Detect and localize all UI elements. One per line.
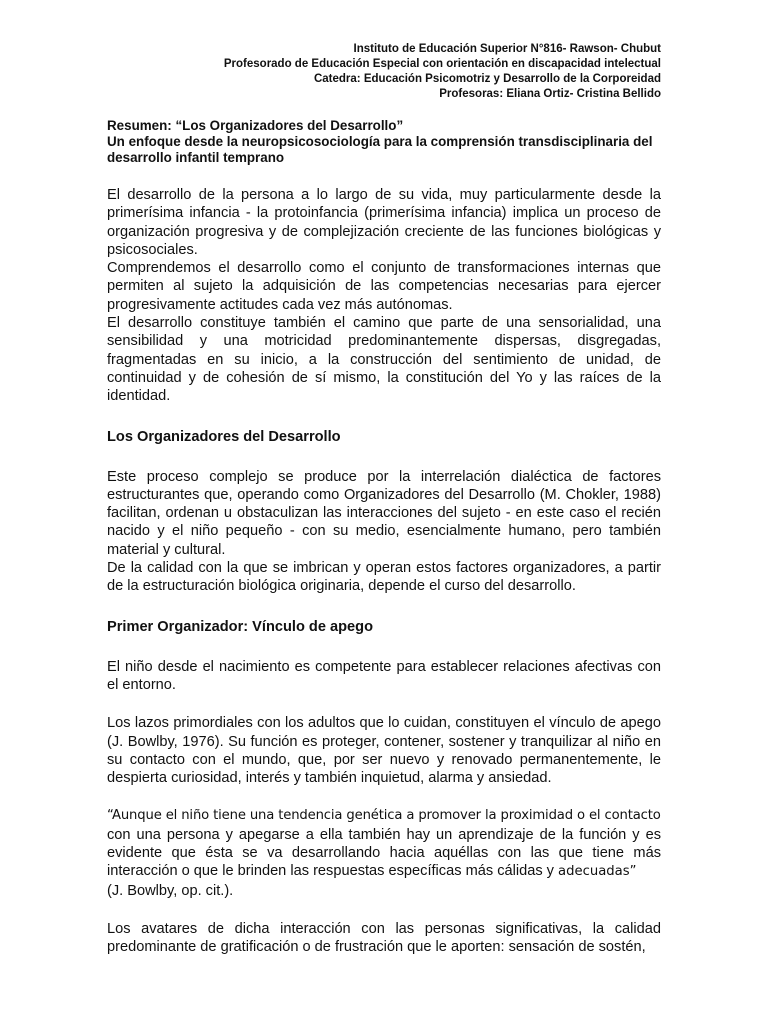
header-institute: Instituto de Educación Superior N°816- Rawson- Chubut: [353, 43, 661, 55]
quote-citation: (J. Bowlby, op. cit.).: [107, 882, 234, 899]
header-chair: Catedra: Educación Psicomotriz y Desarrollo de la Corporeidad: [313, 73, 661, 85]
bowlby-quote: [107, 807, 661, 899]
header-program: Profesorado de Educación Especial con orientación en discapacidad intelectual: [223, 58, 661, 70]
document-page: [107, 42, 661, 957]
apego-paragraph-1: El niño desde el nacimiento es competente para establecer relaciones afectivas con el entorno.: [107, 658, 661, 693]
quote-first-line: “Aunque el niño tiene una tendencia genética a promover la proximidad o el contacto: [107, 808, 661, 824]
apego-paragraph-2: Los lazos primordiales con los adultos que lo cuidan, constituyen el vínculo de apego (J. Bowlby, 1976). Su función es proteger, contener, sostener y tranquilizar al niño en su contacto con el mundo, que, por ser nuevo y renovado permanentemente, le despierta curiosidad, interés y también inquietud, alarma y ansiedad.: [107, 715, 661, 787]
section-heading-organizadores: Los Organizadores del Desarrollo: [107, 428, 341, 445]
document-header: [107, 42, 661, 102]
title-subtitle: Un enfoque desde la neuropsicosociología para la comprensión transdisciplinaria del desarrollo infantil temprano: [107, 134, 653, 165]
header-teachers: Profesoras: Eliana Ortiz- Cristina Bellido: [439, 88, 661, 100]
document-title: [107, 118, 661, 166]
intro-paragraph-3: El desarrollo constituye también el camino que parte de una sensorialidad, una sensibilidad y una motricidad predominantemente dispersas, disgregadas, fragmentadas en su inicio, a la construcción del sentimiento de unidad, de continuidad y de cohesión de sí mismo, la constitución del Yo y las raíces de la identidad.: [107, 315, 661, 405]
quote-body: con una persona y apegarse a ella también hay un aprendizaje de la función y es evidente que ésta se va desarrollando hacia aquéllas con las que tiene más interacción o que le brinden las respuestas específicas más cálidas y: [107, 826, 661, 880]
apego-paragraph-3: Los avatares de dicha interacción con las personas significativas, la calidad predominante de gratificación o de frustración que le aporten: sensación de sostén,: [107, 920, 661, 956]
organizadores-paragraph-1: Este proceso complejo se produce por la interrelación dialéctica de factores estructurantes que, operando como Organizadores del Desarrollo (M. Chokler, 1988) facilitan, ordenan u obstaculizan las interacciones del sujeto - en este caso el recién nacido y el niño pequeño - con su medio, esencialmente humano, pero también material y cultural.: [107, 468, 661, 558]
organizadores-paragraph-2: De la calidad con la que se imbrican y operan estos factores organizadores, a partir de la estructuración biológica originaria, depende el curso del desarrollo.: [107, 560, 661, 595]
quote-ending: adecuadas”: [558, 864, 637, 880]
section-heading-primer-organizador: Primer Organizador: Vínculo de apego: [107, 618, 373, 635]
title-main: Resumen: “Los Organizadores del Desarrollo”: [107, 118, 404, 133]
intro-paragraph-1: El desarrollo de la persona a lo largo de su vida, muy particularmente desde la primerísima infancia - la protoinfancia (primerísima infancia) implica un proceso de organización progresiva y de complejización creciente de las funciones biológicas y psicosociales.: [107, 187, 661, 258]
intro-paragraph-2: Comprendemos el desarrollo como el conjunto de transformaciones internas que permiten al sujeto la adquisición de las competencias necesarias para ejercer progresivamente actitudes cada vez más autónomas.: [107, 260, 661, 313]
